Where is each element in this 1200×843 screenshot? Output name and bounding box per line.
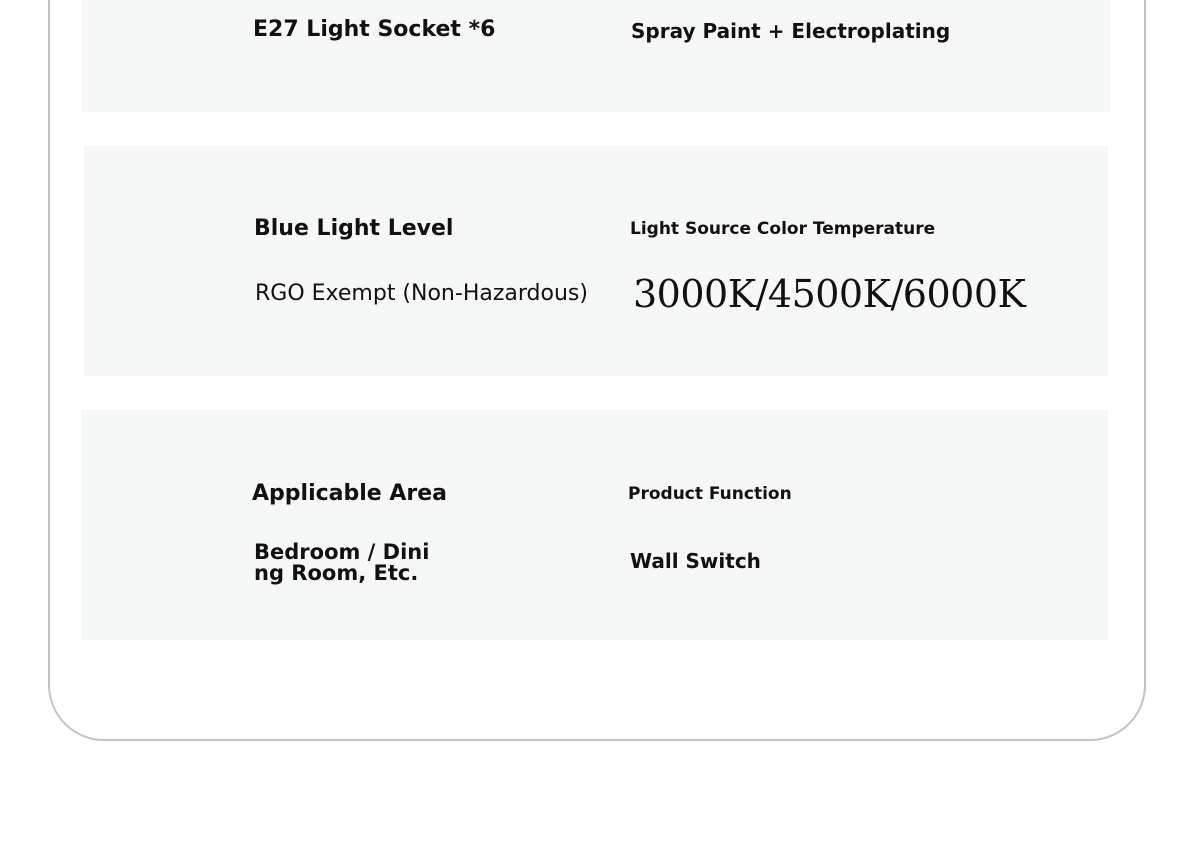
blue-light-level-value: RGO Exempt (Non-Hazardous) bbox=[255, 281, 588, 306]
applicable-area-label: Applicable Area bbox=[252, 481, 448, 506]
finish-spec-label: Spray Paint + Electroplating bbox=[631, 19, 951, 43]
socket-spec-label: E27 Light Socket *6 bbox=[253, 17, 496, 42]
applicable-area-value-line-2: ng Room, Etc. bbox=[254, 561, 419, 585]
spec-row-socket-finish bbox=[82, 0, 1110, 112]
product-function-value: Wall Switch bbox=[630, 549, 761, 573]
applicable-area-value bbox=[254, 542, 429, 584]
spec-row-area-function bbox=[81, 410, 1108, 640]
color-temperature-label: Light Source Color Temperature bbox=[630, 219, 936, 239]
blue-light-level-label: Blue Light Level bbox=[254, 216, 454, 241]
color-temperature-value: 3000K/4500K/6000K bbox=[633, 272, 1026, 316]
applicable-area-value-line-1: Bedroom / Dini bbox=[254, 540, 430, 564]
product-function-label: Product Function bbox=[628, 484, 792, 504]
spec-row-light bbox=[84, 146, 1108, 376]
